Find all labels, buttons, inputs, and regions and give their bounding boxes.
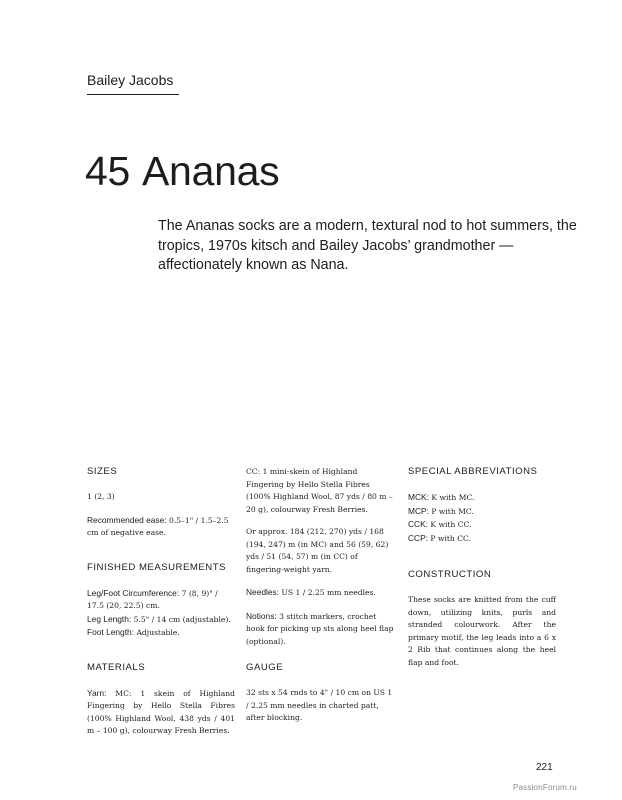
abbreviation-label: MCP:	[408, 505, 429, 516]
materials-heading: MATERIALS	[87, 661, 146, 673]
abbreviation-value: K with CC.	[428, 520, 472, 529]
measurement-value: Adjustable.	[134, 628, 180, 637]
abbreviation-item	[408, 520, 472, 529]
notions-info	[246, 610, 394, 649]
measurement-value: 5.5" / 14 cm (adjustable).	[131, 614, 231, 624]
abbreviation-item	[408, 493, 474, 502]
measurement-value: 7 (8, 9)" / 17.5 (20, 22.5) cm.	[87, 588, 218, 610]
finished-measurements-heading: FINISHED MEASUREMENTS	[87, 561, 226, 573]
sizes-heading: SIZES	[87, 466, 118, 477]
yarn-label: Yarn:	[87, 687, 107, 698]
column-1	[87, 466, 235, 748]
notions-label: Notions:	[246, 610, 277, 621]
construction-heading: CONSTRUCTION	[408, 569, 492, 580]
column-3	[408, 466, 556, 679]
sizes-value: 1 (2, 3)	[87, 492, 115, 501]
pattern-number: 45	[85, 148, 131, 194]
abbreviation-label: CCP:	[408, 532, 429, 543]
ease-value: 0.5–1" / 1.5–2.5 cm of negative ease.	[87, 515, 229, 537]
ease-label: Recommended ease:	[87, 514, 167, 525]
designer-name: Bailey Jacobs	[87, 72, 179, 95]
measurement-item	[87, 615, 231, 624]
measurement-label: Leg/Foot Circumference:	[87, 587, 180, 598]
abbreviation-label: MCK:	[408, 492, 429, 502]
recommended-ease	[87, 514, 235, 540]
needles-info	[246, 586, 394, 600]
finished-measurements	[87, 587, 235, 640]
abbreviation-value: P with CC.	[428, 533, 472, 543]
gauge-heading: GAUGE	[246, 662, 284, 673]
abbreviation-label: CCK:	[408, 519, 429, 529]
column-2	[246, 466, 394, 735]
pattern-name: Ananas	[142, 148, 280, 194]
abbreviations-heading: SPECIAL ABBREVIATIONS	[408, 466, 538, 477]
yarn-value: MC: 1 skein of Highland Fingering by Hello Stella Fibres (100% Highland Wool, 438 yds / 401 m – 100 g), colourway Fresh Berries.	[87, 688, 235, 735]
yardage-approx: Or approx. 184 (212, 270) yds / 168 (194, 247) m (in MC) and 56 (59, 62) yds / 51 (54, 57) m (in CC) of fingering-weight yarn.	[246, 527, 389, 574]
needles-value: US 1 / 2.25 mm needles.	[279, 588, 376, 597]
construction-text: These socks are knitted from the cuff down, utilizing knits, purls and stranded colourwork. After the primary motif, the leg leads into a 6 x 2 Rib that continues along the heel flap and foot.	[408, 595, 556, 667]
measurement-label: Leg Length:	[87, 613, 132, 624]
gauge-text: 32 sts x 54 rnds to 4" / 10 cm on US 1 / 2.25 mm needles in charted patt, after blocking.	[246, 688, 393, 722]
intro-text: The Ananas socks are a modern, textural nod to hot summers, the tropics, 1970s kitsch and Bailey Jacobs’ grandmother — affectionately known as Nana.	[158, 218, 577, 273]
yarn-info	[87, 687, 235, 738]
cc-yarn-info: CC: 1 mini-skein of Highland Fingering by Hello Stella Fibres (100% Highland Wool, 87 yds / 80 m – 20 g), colourway Fresh Berries.	[246, 467, 393, 514]
abbreviation-item	[408, 534, 471, 543]
page-number: 221	[536, 762, 553, 773]
abbreviation-item	[408, 507, 474, 516]
watermark: PassionForum.ru	[513, 783, 577, 792]
abbreviations-list	[408, 491, 556, 545]
abbreviation-value: P with MC.	[428, 506, 474, 516]
abbreviation-value: K with MC.	[428, 493, 475, 502]
measurement-label: Foot Length:	[87, 627, 135, 637]
measurement-item	[87, 628, 180, 637]
needles-label: Needles:	[246, 587, 280, 597]
notions-value: 3 stitch markers, crochet hook for picking up sts along heel flap (optional).	[246, 611, 394, 646]
pattern-title	[85, 148, 279, 195]
measurement-item	[87, 589, 218, 611]
